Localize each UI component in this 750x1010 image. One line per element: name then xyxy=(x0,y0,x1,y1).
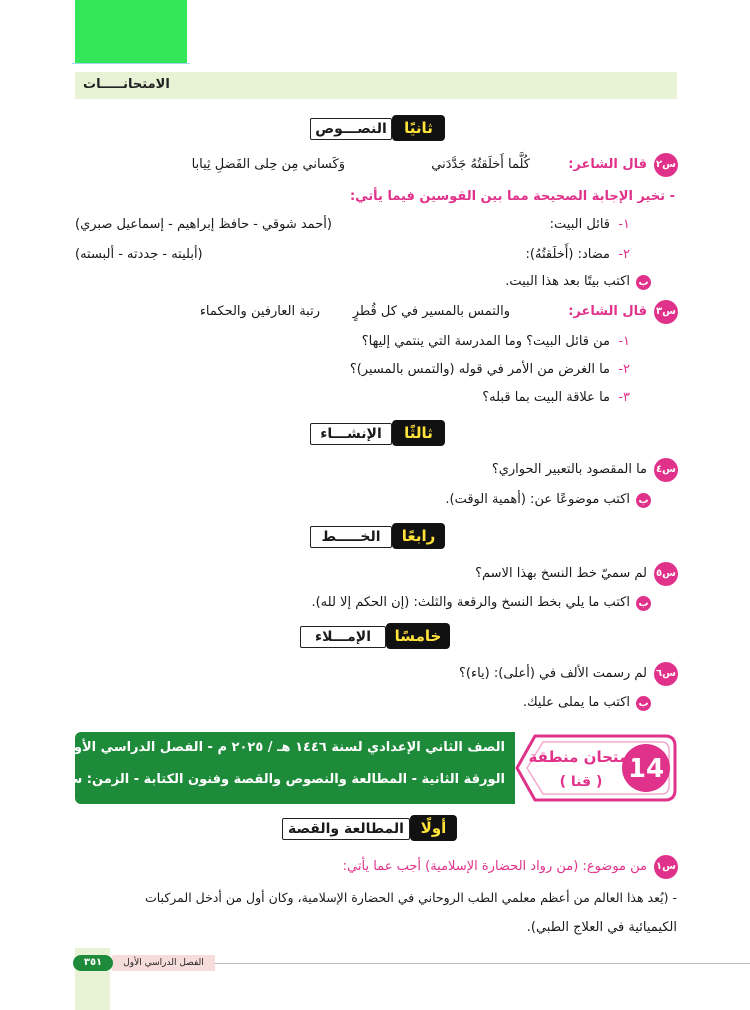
section-title: المطالعة والقصة xyxy=(282,818,410,840)
section-heading-composition xyxy=(310,420,445,448)
item-text: مضاد: (أَخلَقتُهُ): xyxy=(525,247,610,262)
exam-badge xyxy=(515,732,677,804)
section-heading-texts xyxy=(310,115,445,143)
exam-banner xyxy=(34,732,677,804)
item-text: اكتب ما يلي بخط النسخ والرقعة والثلث: (إن الحكم إلا لله). xyxy=(311,595,630,610)
section-badge: ثالثًا xyxy=(392,420,445,446)
paragraph-line: - (يُعد هذا العالم من أعظم معلمي الطب الروحاني في الحضارة الإسلامية، وكان أول من أدخل المركبات xyxy=(144,890,677,905)
paragraph-line: الكيميائية في العلاج الطبي). xyxy=(526,920,677,935)
poet-label: قال الشاعر: xyxy=(568,157,647,172)
question-number-icon: س٦ xyxy=(654,662,678,686)
verse-second-half: وَكَساني مِن حِلى الفَضلِ ثِيابا xyxy=(191,157,345,172)
section-heading-reading xyxy=(282,815,457,843)
exam-info-line: الورقة الثانية - المطالعة والنصوص والقصة وفنون الكتابة - الزمن: ساعتان xyxy=(34,772,505,787)
item-options: (أحمد شوقي - حافظ إبراهيم - إسماعيل صبري) xyxy=(75,217,332,232)
exam-info-line: الصف الثاني الإعدادي لسنة ١٤٤٦ هـ / ٢٠٢٥ م - الفصل الدراسي الأول xyxy=(62,740,505,755)
section-title: الإمـــلاء xyxy=(300,626,386,648)
question-prompt: من موضوع: (من رواد الحضارة الإسلامية) أجب عما يأتي: xyxy=(342,859,647,874)
verse-second-half: رتبة العارفين والحكماء xyxy=(199,304,320,319)
sub-question-icon: ب xyxy=(636,493,651,508)
exam-badge-title: امتحان منطقة xyxy=(528,748,634,766)
question-number-icon: س١ xyxy=(654,855,678,879)
item-text: ما الغرض من الأمر في قوله (والتمس بالمسير)؟ xyxy=(349,362,610,377)
section-heading-dictation xyxy=(300,623,450,651)
sub-question-icon: ب xyxy=(636,275,651,290)
item-text: اكتب ما يملى عليك. xyxy=(522,695,630,710)
item-text: ما علاقة البيت بما قبله؟ xyxy=(482,390,610,405)
poet-label: قال الشاعر: xyxy=(568,304,647,319)
item-text: لم سميّ خط النسخ بهذا الاسم؟ xyxy=(475,566,647,581)
item-number: ٢- xyxy=(618,247,630,262)
section-badge: خامسًا xyxy=(386,623,450,649)
page-number: ٣٥١ xyxy=(73,955,113,971)
verse-first-half: والتمس بالمسير في كل قُطرٍ xyxy=(352,304,510,319)
header-title: الامتحانـــــات xyxy=(83,77,170,92)
item-number: ١- xyxy=(618,217,630,232)
divider xyxy=(72,63,190,64)
section-badge: ثانيًا xyxy=(392,115,445,141)
section-heading-calligraphy xyxy=(310,523,445,551)
question-number-icon: س٢ xyxy=(654,153,678,177)
question-number-icon: س٤ xyxy=(654,458,678,482)
question-number-icon: س٣ xyxy=(654,300,678,324)
item-text: اكتب موضوعًا عن: (أهمية الوقت). xyxy=(445,492,630,507)
top-green-tab xyxy=(75,0,187,63)
item-number: ٣- xyxy=(618,390,630,405)
item-text: اكتب بيتًا بعد هذا البيت. xyxy=(505,274,630,289)
section-title: الإنشـــاء xyxy=(310,423,392,445)
item-text: ما المقصود بالتعبير الحواري؟ xyxy=(491,462,647,477)
exam-badge-region: ( قنا ) xyxy=(559,774,603,790)
instruction: - تخير الإجابة الصحيحة مما بين القوسين فيما يأتي: xyxy=(349,189,675,204)
sub-question-icon: ب xyxy=(636,596,651,611)
item-text: قائل البيت: xyxy=(549,217,610,232)
footer-rule xyxy=(215,963,750,964)
question-number-icon: س٥ xyxy=(654,562,678,586)
running-header xyxy=(75,72,677,99)
sub-question-icon: ب xyxy=(636,696,651,711)
item-number: ٢- xyxy=(618,362,630,377)
footer-term-label: الفصل الدراسي الأول xyxy=(112,955,215,971)
section-badge: رابعًا xyxy=(392,523,445,549)
item-text: من قائل البيت؟ وما المدرسة التي ينتمي إليها؟ xyxy=(361,334,610,349)
item-number: ١- xyxy=(618,334,630,349)
exam-info-box xyxy=(34,732,515,804)
section-title: الخـــــط xyxy=(310,526,392,548)
section-badge: أولًا xyxy=(410,815,457,841)
item-options: (أبليته - جددته - ألبسته) xyxy=(75,247,203,262)
item-text: لم رسمت الألف في (أعلى): (ياء)؟ xyxy=(459,666,647,681)
verse-first-half: كُلَّما أَخلَقتُهُ جَدَّدَني xyxy=(431,157,530,172)
section-title: النصـــوص xyxy=(310,118,392,140)
exam-number: 14 xyxy=(627,754,665,784)
